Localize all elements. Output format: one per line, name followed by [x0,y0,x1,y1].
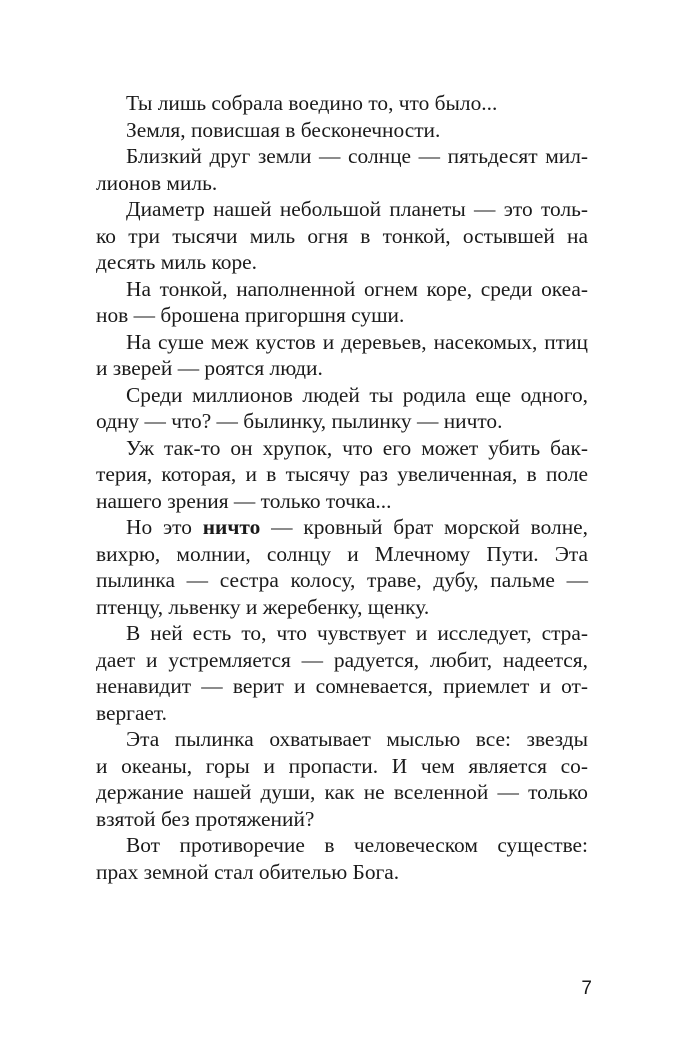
page-number: 7 [581,978,592,999]
text-line: На тонкой, наполненной огнем коре, среди океа- [126,276,588,301]
text-line: Ты лишь собрала воедино то, что было... [126,91,498,115]
text-line-with-emphasis [96,514,588,541]
text-line: Эта пылинка охватывает мыслью все: звезды [126,727,588,751]
text-line: Вот противоречие в человеческом существе: [126,833,588,857]
text-line: В ней есть то, что чувствует и исследует, стра- [126,621,588,645]
text-line: и океаны, горы и пропасти. И чем является со- [96,753,588,778]
text-line: лионов миль. [96,170,218,195]
text-line: ко три тысячи миль огня в тонкой, остывшей на [96,223,588,248]
text-line: Близкий друг земли — солнце — пятьдесят мил- [126,144,588,168]
text-line: На суше меж кустов и деревьев, насекомых, птиц [126,329,588,354]
text-line: вихрю, молнии, солнцу и Млечному Пути. Эта [96,541,588,566]
text-line: вергает. [96,700,168,725]
text-line: прах земной стал обителью Бога. [96,859,400,884]
text-line: нов — брошена пригоршня суши. [96,303,405,327]
text-line: Диаметр нашей небольшой планеты — это толь- [126,197,588,221]
text-line: одну — что? — былинку, пылинку — ничто. [96,409,503,433]
text-line: Уж так-то он хрупок, что его может убить бак- [126,435,588,460]
text-line: держание нашей души, как не вселенной — только [96,780,588,804]
text-line: Среди миллионов людей ты родила еще одного, [126,382,588,407]
text-segment: Но это [126,515,203,539]
text-line: Земля, повисшая в бесконечности. [126,117,441,142]
text-line: нашего зрения — только точка... [96,488,392,513]
text-line: пылинка — сестра колосу, траве, дубу, пальме — [96,568,588,592]
text-line: ненавидит — верит и сомневается, приемлет и от- [96,674,588,698]
text-line: десять миль коре. [96,250,257,274]
body-text [96,90,588,885]
text-line: и зверей — роятся люди. [96,356,323,380]
emphasized-word: ничто [202,515,261,539]
text-line: взятой без протяжений? [96,806,315,831]
text-line: птенцу, львенку и жеребенку, щенку. [96,594,430,619]
text-segment: — кровный брат морской волне, [260,515,588,539]
text-line: терия, которая, и в тысячу раз увеличенная, в поле [96,462,588,486]
text-line: дает и устремляется — радуется, любит, надеется, [96,647,588,672]
